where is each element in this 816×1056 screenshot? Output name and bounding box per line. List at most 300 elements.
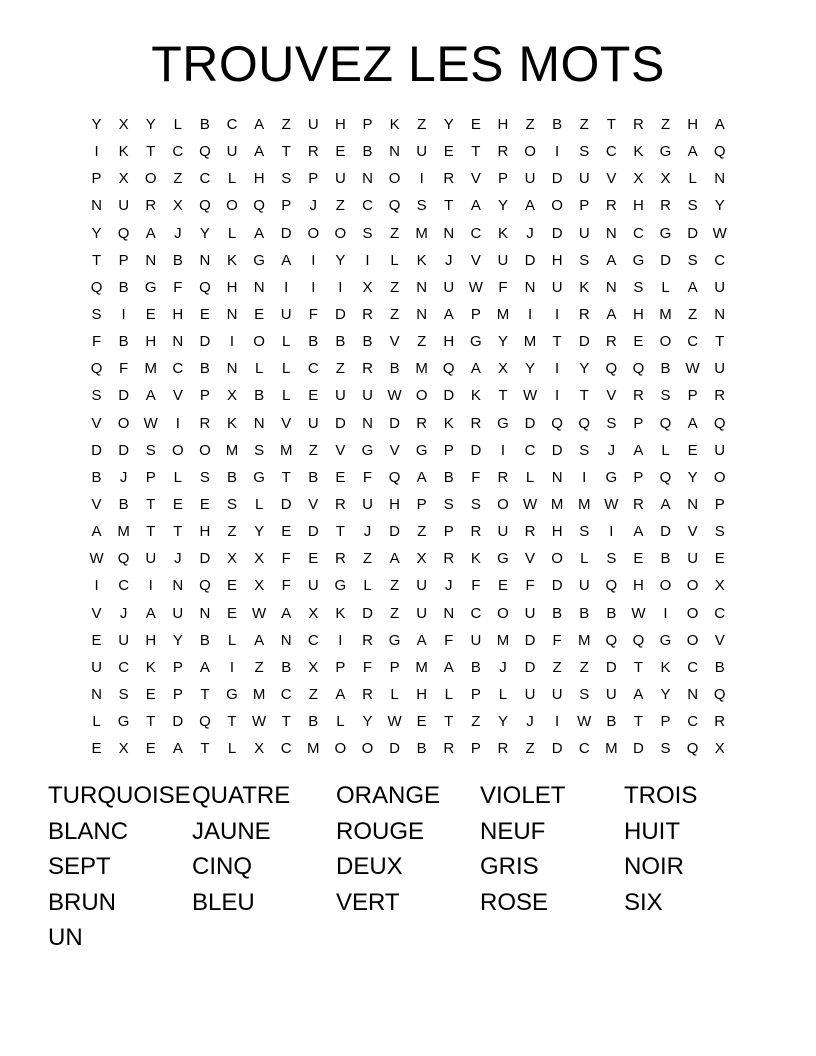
grid-letter: P (579, 197, 590, 215)
grid-letter: U (714, 278, 726, 296)
grid-letter: M (307, 740, 320, 758)
grid-letter: Z (389, 604, 400, 622)
grid-letter: X (227, 387, 238, 405)
grid-letter: O (686, 577, 699, 595)
grid-letter: F (471, 577, 481, 595)
grid-letter: Z (335, 197, 345, 215)
grid-letter: L (444, 686, 453, 704)
grid-letter: V (525, 550, 536, 568)
grid-letter: A (281, 604, 292, 622)
grid-letter: B (118, 278, 129, 296)
grid-letter: P (660, 713, 671, 731)
grid-letter: L (92, 713, 101, 731)
grid-letter: P (416, 496, 427, 514)
grid-letter: M (659, 306, 672, 324)
word-list-item: JAUNE (192, 817, 271, 845)
grid-letter: W (522, 387, 538, 405)
grid-letter: U (307, 414, 319, 432)
grid-letter: W (522, 496, 538, 514)
grid-letter: F (308, 306, 318, 324)
grid-letter: S (714, 523, 725, 541)
grid-letter: Y (497, 333, 508, 351)
grid-letter: W (89, 550, 104, 568)
grid-letter: X (362, 278, 373, 296)
grid-letter: A (281, 251, 292, 269)
grid-letter: P (389, 658, 400, 676)
grid-letter: Z (362, 550, 373, 568)
grid-letter: I (94, 143, 99, 161)
grid-letter: D (118, 387, 130, 405)
grid-letter: S (579, 686, 590, 704)
grid-letter: D (633, 740, 644, 758)
grid-letter: F (552, 631, 562, 649)
grid-letter: D (172, 713, 184, 731)
grid-letter: U (334, 170, 346, 188)
grid-letter: R (199, 414, 211, 432)
grid-letter: A (145, 387, 156, 405)
grid-letter: C (714, 604, 726, 622)
grid-letter: M (252, 686, 266, 704)
grid-letter: F (525, 577, 535, 595)
grid-letter: K (470, 550, 481, 568)
grid-letter: X (416, 550, 427, 568)
grid-letter: F (119, 360, 129, 378)
grid-letter: I (582, 468, 587, 486)
grid-letter: Y (172, 631, 183, 649)
grid-letter: B (227, 468, 238, 486)
grid-letter: A (254, 631, 265, 649)
grid-letter: Z (579, 116, 589, 134)
grid-letter: F (281, 577, 291, 595)
grid-letter: N (199, 251, 211, 269)
word-list-item: HUIT (624, 817, 680, 845)
grid-letter: E (714, 550, 725, 568)
word-list-item: ROUGE (336, 817, 425, 845)
grid-letter: N (91, 197, 102, 215)
grid-letter: B (281, 658, 292, 676)
grid-letter: S (687, 251, 698, 269)
grid-letter: D (91, 441, 102, 459)
grid-letter: D (443, 387, 455, 405)
grid-letter: B (660, 550, 671, 568)
grid-letter: S (579, 441, 590, 459)
grid-letter: L (525, 468, 535, 486)
grid-letter: U (714, 360, 726, 378)
grid-letter: J (363, 523, 372, 541)
grid-letter: T (146, 143, 156, 161)
grid-letter: O (361, 740, 374, 758)
grid-letter: N (91, 686, 102, 704)
grid-letter: U (334, 387, 346, 405)
grid-letter: A (687, 278, 698, 296)
grid-letter: O (551, 550, 563, 568)
grid-letter: P (470, 686, 481, 704)
grid-letter: E (227, 604, 238, 622)
grid-letter: K (443, 414, 454, 432)
grid-letter: O (659, 577, 672, 595)
grid-letter: O (713, 468, 726, 486)
grid-letter: T (146, 523, 156, 541)
grid-letter: P (199, 387, 210, 405)
grid-letter: J (174, 224, 182, 242)
grid-letter: Z (525, 116, 535, 134)
grid-letter: K (335, 604, 346, 622)
grid-letter: Z (417, 116, 427, 134)
grid-letter: Y (199, 224, 210, 242)
grid-letter: M (605, 740, 618, 758)
grid-letter: U (551, 278, 563, 296)
grid-letter: U (524, 170, 536, 188)
grid-letter: H (551, 251, 563, 269)
grid-letter: O (307, 224, 320, 242)
grid-letter: L (282, 387, 291, 405)
grid-letter: B (389, 360, 400, 378)
grid-letter: P (497, 170, 508, 188)
grid-letter: Y (254, 523, 265, 541)
grid-letter: W (387, 387, 402, 405)
grid-letter: N (714, 306, 726, 324)
grid-letter: C (118, 577, 130, 595)
grid-letter: W (712, 224, 727, 242)
grid-letter: B (606, 713, 617, 731)
grid-letter: K (118, 143, 129, 161)
grid-letter: N (416, 278, 428, 296)
grid-letter: M (415, 658, 428, 676)
grid-letter: N (714, 170, 726, 188)
grid-letter: C (687, 333, 699, 351)
grid-letter: F (498, 278, 508, 296)
grid-letter: U (551, 686, 563, 704)
grid-letter: P (172, 686, 183, 704)
grid-letter: O (686, 604, 699, 622)
grid-letter: K (389, 116, 400, 134)
grid-letter: E (145, 740, 156, 758)
grid-letter: C (687, 713, 699, 731)
grid-letter: W (387, 713, 402, 731)
grid-letter: I (229, 658, 235, 676)
grid-letter: L (390, 686, 399, 704)
grid-letter: D (524, 658, 536, 676)
grid-letter: D (660, 523, 671, 541)
grid-letter: R (416, 414, 428, 432)
grid-letter: X (118, 740, 129, 758)
grid-letter: Y (497, 713, 508, 731)
grid-letter: G (144, 278, 157, 296)
grid-letter: G (659, 224, 672, 242)
grid-letter: D (605, 658, 617, 676)
grid-letter: V (470, 170, 481, 188)
grid-letter: C (714, 251, 726, 269)
grid-letter: H (633, 577, 644, 595)
grid-letter: C (280, 686, 292, 704)
grid-letter: K (660, 658, 671, 676)
grid-letter: Q (605, 360, 618, 378)
grid-letter: P (335, 658, 346, 676)
grid-letter: S (281, 170, 292, 188)
grid-letter: Q (90, 278, 103, 296)
grid-letter: N (226, 360, 238, 378)
grid-letter: G (334, 577, 347, 595)
grid-letter: I (555, 713, 560, 731)
grid-letter: C (524, 441, 536, 459)
grid-letter: U (578, 224, 590, 242)
grid-letter: A (633, 686, 644, 704)
grid-letter: Z (660, 116, 671, 134)
grid-letter: U (172, 604, 184, 622)
grid-letter: O (253, 333, 265, 351)
grid-letter: B (308, 333, 319, 351)
grid-letter: Y (497, 197, 508, 215)
grid-letter: W (577, 713, 592, 731)
grid-letter: V (606, 387, 617, 405)
grid-letter: N (253, 278, 265, 296)
grid-letter: N (443, 604, 455, 622)
grid-letter: N (172, 333, 184, 351)
grid-letter: U (226, 143, 238, 161)
grid-letter: O (497, 496, 509, 514)
grid-letter: Y (714, 197, 725, 215)
grid-letter: T (444, 713, 454, 731)
grid-letter: Z (471, 713, 481, 731)
grid-letter: P (633, 414, 644, 432)
grid-letter: Q (199, 278, 211, 296)
grid-letter: B (118, 496, 129, 514)
grid-letter: I (175, 414, 180, 432)
grid-letter: T (579, 387, 589, 405)
grid-letter: M (577, 496, 591, 514)
grid-letter: F (281, 550, 291, 568)
grid-letter: C (199, 170, 211, 188)
grid-letter: K (497, 224, 508, 242)
grid-letter: U (362, 496, 373, 514)
grid-letter: Z (173, 170, 183, 188)
grid-letter: A (633, 441, 644, 459)
grid-letter: F (362, 468, 373, 486)
grid-letter: I (311, 278, 316, 296)
grid-letter: B (362, 333, 373, 351)
grid-letter: Q (117, 224, 130, 242)
grid-letter: R (578, 306, 590, 324)
grid-letter: U (145, 550, 157, 568)
grid-letter: V (714, 631, 725, 649)
word-list-item: UN (48, 924, 83, 951)
grid-letter: Z (254, 658, 264, 676)
grid-letter: P (172, 658, 183, 676)
grid-letter: M (415, 224, 428, 242)
grid-letter: I (148, 577, 153, 595)
grid-letter: A (335, 686, 346, 704)
grid-letter: U (118, 631, 130, 649)
grid-letter: Q (388, 468, 401, 486)
grid-letter: I (555, 143, 560, 161)
grid-letter: B (552, 116, 563, 134)
word-list-item: TROIS (624, 782, 698, 809)
grid-letter: H (172, 306, 184, 324)
grid-letter: O (388, 170, 401, 188)
grid-letter: H (687, 116, 699, 134)
grid-letter: A (199, 658, 210, 676)
grid-letter: U (91, 658, 102, 676)
grid-letter: H (253, 170, 265, 188)
grid-letter: Q (117, 550, 130, 568)
grid-letter: R (605, 333, 617, 351)
grid-letter: L (227, 170, 237, 188)
grid-letter: B (660, 360, 671, 378)
grid-letter: R (362, 360, 373, 378)
grid-letter: L (227, 740, 237, 758)
grid-letter: P (308, 170, 319, 188)
grid-letter: Q (713, 686, 726, 704)
grid-letter: C (470, 604, 482, 622)
grid-letter: L (282, 333, 291, 351)
grid-letter: Z (552, 658, 562, 676)
grid-letter: V (389, 333, 400, 351)
grid-letter: T (91, 251, 102, 269)
word-list-item: VIOLET (480, 782, 566, 809)
grid-letter: N (687, 496, 699, 514)
grid-letter: M (550, 496, 564, 514)
grid-letter: H (497, 116, 509, 134)
grid-letter: R (660, 197, 671, 215)
grid-letter: E (633, 333, 644, 351)
grid-letter: E (335, 143, 346, 161)
grid-letter: S (606, 414, 617, 432)
grid-letter: X (660, 170, 671, 188)
grid-letter: R (334, 550, 346, 568)
grid-letter: P (714, 496, 725, 514)
grid-letter: P (443, 441, 454, 459)
grid-letter: R (633, 387, 644, 405)
grid-letter: V (335, 441, 346, 459)
grid-letter: C (172, 360, 184, 378)
grid-letter: X (633, 170, 644, 188)
grid-letter: S (579, 523, 590, 541)
grid-letter: P (687, 387, 698, 405)
grid-letter: Q (551, 414, 563, 432)
grid-letter: X (254, 577, 265, 595)
grid-letter: R (307, 143, 319, 161)
grid-letter: Z (389, 278, 400, 296)
grid-letter: S (633, 278, 644, 296)
grid-letter: P (145, 468, 156, 486)
grid-letter: G (226, 686, 238, 704)
grid-letter: M (523, 333, 537, 351)
grid-letter: S (91, 306, 102, 324)
grid-letter: R (524, 523, 536, 541)
grid-letter: H (389, 496, 400, 514)
grid-letter: H (199, 523, 211, 541)
grid-letter: G (388, 631, 401, 649)
grid-letter: D (470, 441, 482, 459)
grid-letter: D (524, 631, 536, 649)
grid-letter: E (172, 496, 183, 514)
grid-letter: L (688, 170, 697, 188)
grid-letter: B (91, 468, 102, 486)
grid-letter: C (118, 658, 130, 676)
grid-letter: B (443, 468, 454, 486)
grid-letter: G (632, 251, 645, 269)
grid-letter: G (117, 713, 130, 731)
grid-letter: Y (91, 116, 102, 134)
grid-letter: W (685, 360, 700, 378)
grid-letter: A (172, 740, 183, 758)
grid-letter: H (226, 278, 238, 296)
grid-letter: B (199, 631, 210, 649)
grid-letter: V (281, 414, 292, 432)
grid-letter: L (173, 116, 182, 134)
grid-letter: B (199, 360, 210, 378)
grid-letter: P (91, 170, 102, 188)
grid-letter: X (254, 550, 265, 568)
grid-letter: E (335, 468, 346, 486)
grid-letter: L (227, 224, 237, 242)
grid-letter: C (605, 143, 617, 161)
grid-letter: S (660, 740, 671, 758)
grid-letter: U (280, 306, 292, 324)
grid-letter: D (280, 224, 292, 242)
grid-letter: I (419, 170, 424, 188)
grid-letter: K (470, 387, 481, 405)
grid-letter: P (118, 251, 129, 269)
grid-letter: N (253, 414, 265, 432)
grid-letter: N (416, 306, 428, 324)
grid-letter: U (497, 523, 509, 541)
grid-letter: B (308, 713, 319, 731)
grid-letter: I (94, 577, 99, 595)
grid-letter: D (551, 170, 563, 188)
grid-letter: N (524, 278, 536, 296)
grid-letter: D (362, 604, 373, 622)
grid-letter: A (389, 550, 400, 568)
word-list (48, 778, 778, 956)
grid-letter: J (445, 251, 453, 269)
grid-letter: O (334, 740, 347, 758)
grid-letter: S (254, 441, 265, 459)
grid-letter: Q (90, 360, 103, 378)
grid-letter: Q (199, 713, 211, 731)
grid-letter: Z (308, 686, 318, 704)
grid-letter: O (171, 441, 184, 459)
grid-letter: E (199, 496, 210, 514)
grid-letter: V (172, 387, 183, 405)
word-list-item: ROSE (480, 888, 549, 916)
grid-letter: X (118, 116, 129, 134)
grid-letter: G (361, 441, 374, 459)
grid-letter: T (281, 143, 291, 161)
word-list-item: ORANGE (336, 782, 441, 809)
grid-letter: Y (91, 224, 102, 242)
word-list-item: SIX (624, 888, 663, 916)
grid-letter: J (607, 441, 616, 459)
grid-letter: D (551, 441, 563, 459)
grid-letter: V (91, 496, 102, 514)
grid-letter: R (362, 686, 373, 704)
word-list-item: SEPT (48, 853, 111, 880)
grid-letter: N (172, 577, 184, 595)
grid-letter: Y (525, 360, 536, 378)
grid-letter: O (415, 387, 428, 405)
grid-letter: A (687, 143, 698, 161)
grid-letter: H (633, 197, 644, 215)
grid-letter: L (227, 631, 237, 649)
grid-letter: I (121, 306, 126, 324)
grid-letter: J (445, 577, 453, 595)
grid-letter: U (524, 604, 536, 622)
grid-letter: A (254, 224, 265, 242)
grid-letter: N (443, 224, 455, 242)
grid-letter: Q (632, 631, 645, 649)
grid-letter: I (609, 523, 614, 541)
